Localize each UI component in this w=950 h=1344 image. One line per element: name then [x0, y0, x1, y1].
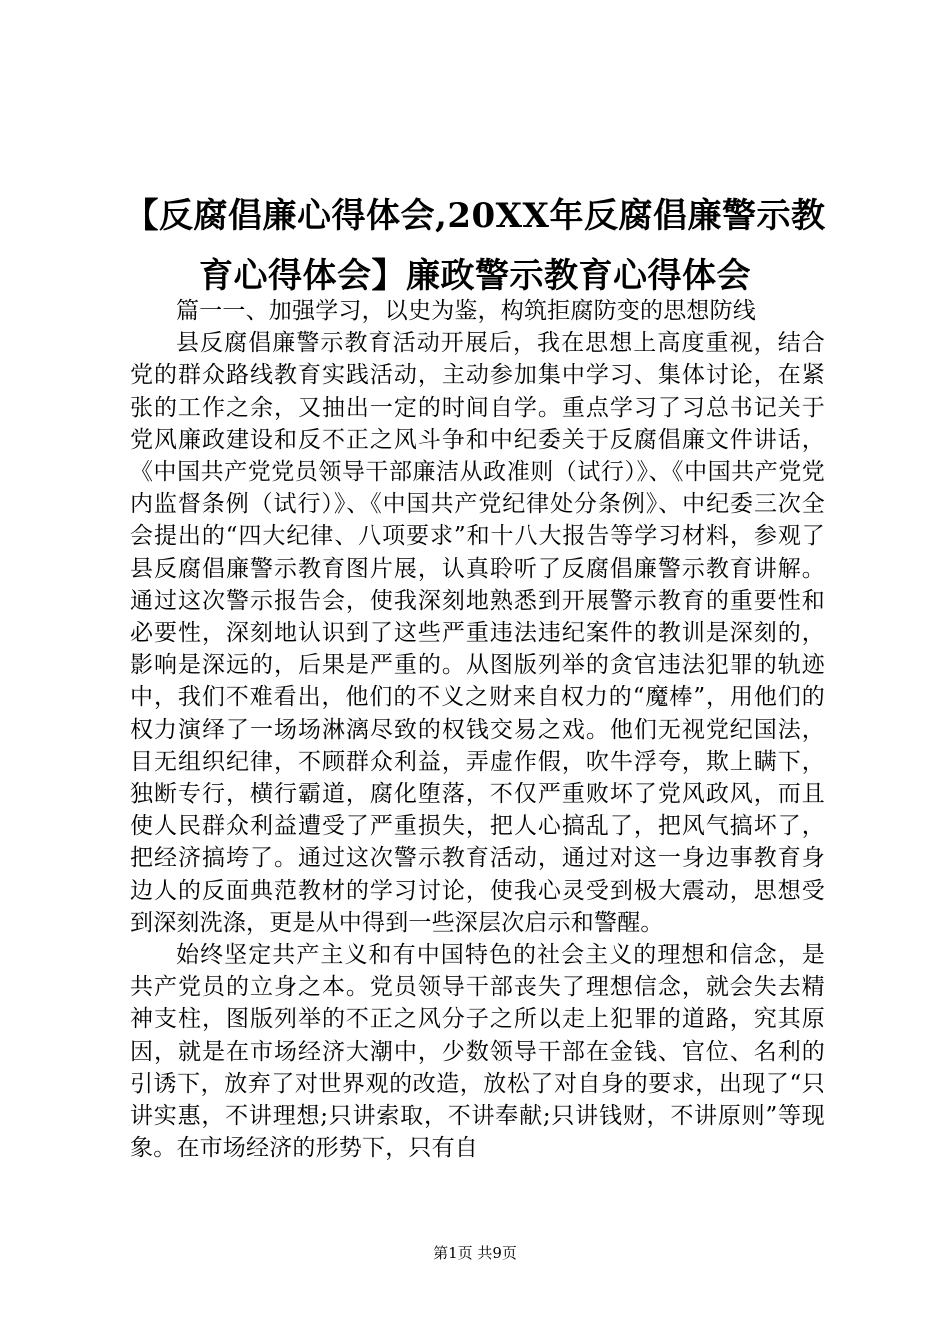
- document-title: 【反腐倡廉心得体会,20XX年反腐倡廉警示教育心得体会】廉政警示教育心得体会: [124, 196, 826, 296]
- paragraph: 始终坚定共产主义和有中国特色的社会主义的理想和信念，是共产党员的立身之本。党员领导干部丧失了理想信念，就会失去精神支柱，图版列举的不正之风分子之所以走上犯罪的道路，究其原因，就是在市场经济大潮中，少数领导干部在金钱、官位、名利的引诱下，放弃了对世界观的改造，放松了对自身的要求，出现了“只讲实惠，不讲理想;只讲索取，不讲奉献;只讲钱财，不讲原则”等现象。在市场经济的形势下，只有自: [130, 942, 825, 1162]
- paragraph: 县反腐倡廉警示教育活动开展后，我在思想上高度重视，结合党的群众路线教育实践活动，主动参加集中学习、集体讨论，在紧张的工作之余，又抽出一定的时间自学。重点学习了习总书记关于党风廉政建设和反不正之风斗争和中纪委关于反腐倡廉文件讲话，《中国共产党党员领导干部廉洁从政准则（试行）》、《中国共产党党内监督条例（试行）》、《中国共产党纪律处分条例》、中纪委三次全会提出的“四大纪律、八项要求”和十八大报告等学习材料，参观了县反腐倡廉警示教育图片展，认真聆听了反腐倡廉警示教育讲解。通过这次警示报告会，使我深刻地熟悉到开展警示教育的重要性和必要性，深刻地认识到了这些严重违法违纪案件的教训是深刻的，影响是深远的，后果是严重的。从图版列举的贪官违法犯罪的轨迹中，我们不难看出，他们的不义之财来自权力的“魔棒”，用他们的权力演绎了一场场淋漓尽致的权钱交易之戏。他们无视党纪国法，目无组织纪律，不顾群众利益，弄虚作假，吹牛浮夸，欺上瞒下，独断专行，横行霸道，腐化堕落，不仅严重败坏了党风政风，而且使人民群众利益遭受了严重损失，把人心搞乱了，把风气搞坏了，把经济搞垮了。通过这次警示教育活动，通过对这一身边事教育身边人的反面典范教材的学习讨论，使我心灵受到极大震动，思想受到深刻洗涤，更是从中得到一些深层次启示和警醒。: [130, 330, 825, 936]
- paragraph-heading: 篇一一、加强学习，以史为鉴，构筑拒腐防变的思想防线: [176, 298, 756, 324]
- document-body: [130, 295, 825, 1164]
- page-number-footer: 第1页 共9页: [433, 1244, 517, 1262]
